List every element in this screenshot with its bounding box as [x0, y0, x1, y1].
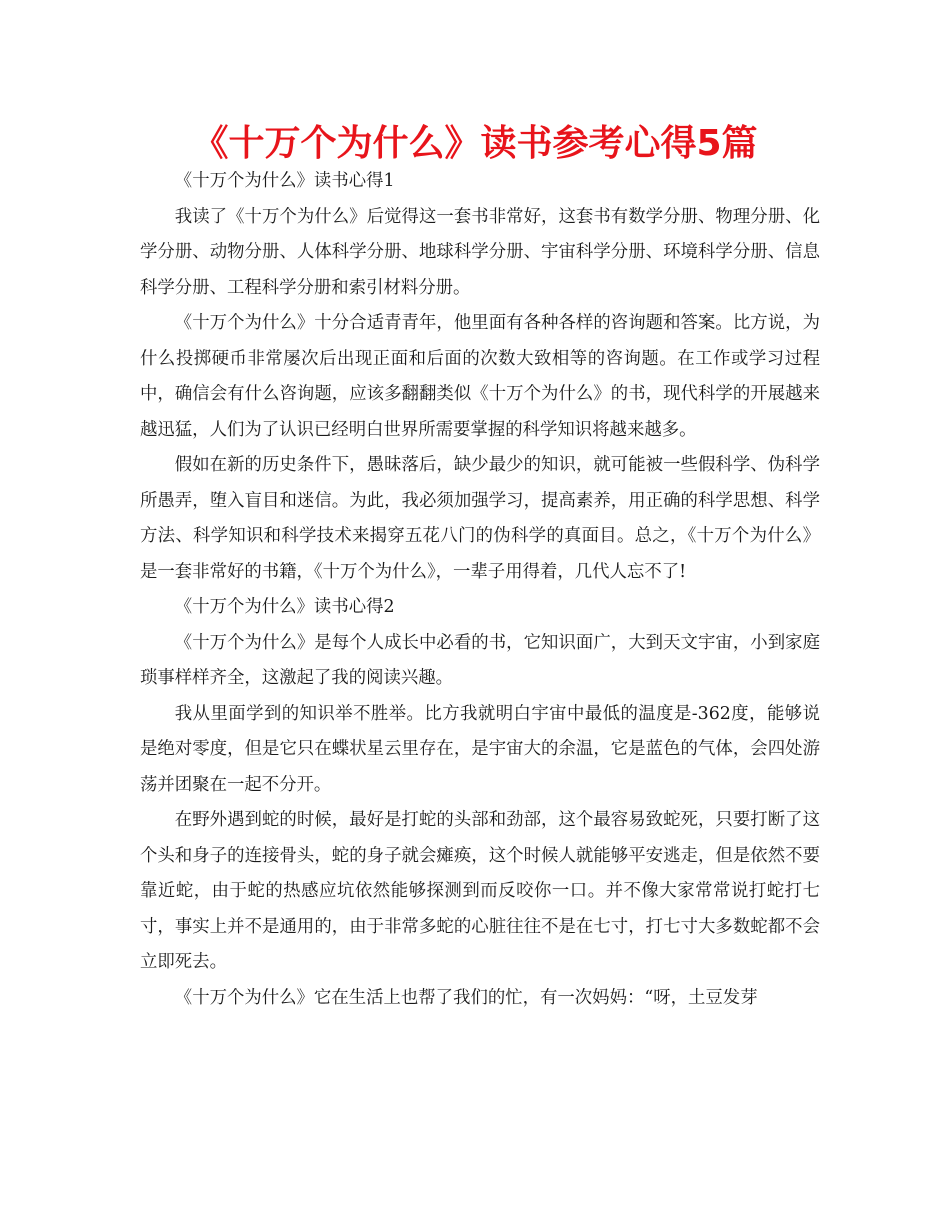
paragraph: 我读了《十万个为什么》后觉得这一套书非常好，这套书有数学分册、物理分册、化学分册、动物分册、人体科学分册、地球科学分册、宇宙科学分册、环境科学分册、信息科学分册、工程科学分册和索引材料分册。 — [140, 206, 820, 298]
paragraph: 在野外遇到蛇的时候，最好是打蛇的头部和劲部，这个最容易致蛇死，只要打断了这个头和身子的连接骨头，蛇的身子就会瘫痪，这个时候人就能够平安逃走，但是依然不要靠近蛇，由于蛇的热感应坑依然能够探测到而反咬你一口。并不像大家常常说打蛇打七寸，事实上并不是通用的，由于非常多蛇的心脏往往不是在七寸，打七寸大多数蛇都不会立即死去。 — [140, 810, 820, 972]
section-heading-1: 《十万个为什么》读书心得1 — [174, 171, 395, 191]
paragraph: 假如在新的历史条件下，愚昧落后，缺少最少的知识，就可能被一些假科学、伪科学所愚弄，堕入盲目和迷信。为此，我必须加强学习，提高素养，用正确的科学思想、科学方法、科学知识和科学技术来揭穿五花八门的伪科学的真面目。总之，《十万个为什么》是一套非常好的书籍，《十万个为什么》，一辈子用得着，几代人忘不了! — [140, 455, 820, 582]
document-body — [140, 164, 820, 1016]
document-title: 《十万个为什么》读书参考心得5篇 — [192, 123, 758, 164]
section-heading-2: 《十万个为什么》读书心得2 — [174, 597, 395, 617]
paragraph: 《十万个为什么》是每个人成长中必看的书，它知识面广，大到天文宇宙，小到家庭琐事样样齐全，这激起了我的阅读兴趣。 — [140, 632, 820, 688]
paragraph: 我从里面学到的知识举不胜举。比方我就明白宇宙中最低的温度是-362度，能够说是绝对零度，但是它只在蝶状星云里存在，是宇宙大的余温，它是蓝色的气体，会四处游荡并团聚在一起不分开。 — [140, 703, 820, 795]
paragraph: 《十万个为什么》十分合适青青年，他里面有各种各样的咨询题和答案。比方说，为什么投掷硬币非常屡次后出现正面和后面的次数大致相等的咨询题。在工作或学习过程中，确信会有什么咨询题，应该多翻翻类似《十万个为什么》的书，现代科学的开展越来越迅猛，人们为了认识已经明白世界所需要掌握的科学知识将越来越多。 — [140, 313, 820, 440]
paragraph: 《十万个为什么》它在生活上也帮了我们的忙，有一次妈妈：“呀，土豆发芽 — [174, 987, 758, 1008]
